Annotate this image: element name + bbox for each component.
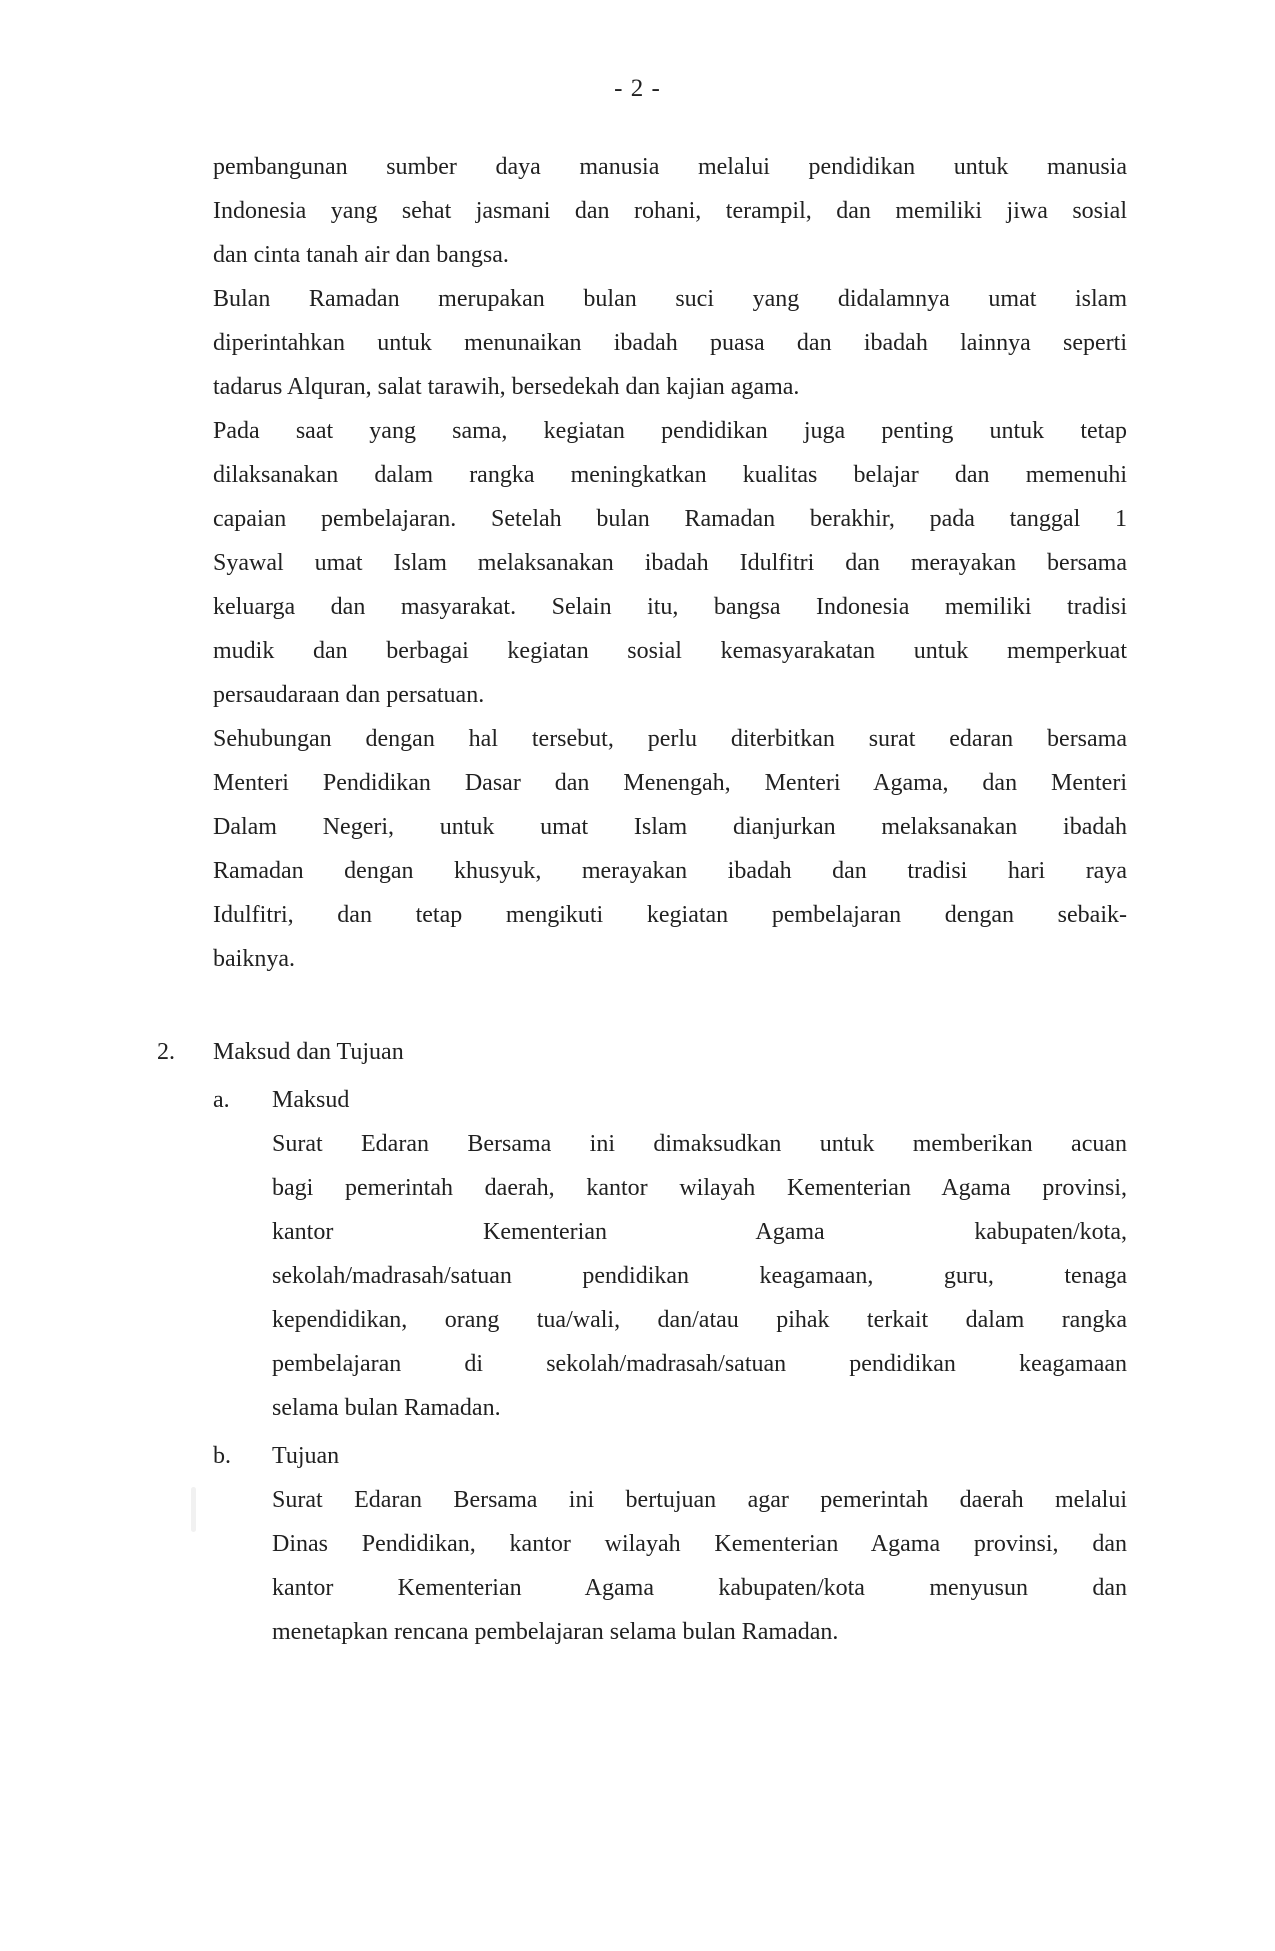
text-line: dilaksanakan dalam rangka meningkatkan kualitas belajar dan memenuhi [213,462,1127,488]
sub-item-title: Maksud [272,1087,350,1113]
section-number: 2. [157,1039,175,1065]
text-line: Surat Edaran Bersama ini dimaksudkan untuk memberikan acuan [272,1131,1127,1157]
sub-item-heading [213,1434,1127,1478]
section-title: Maksud dan Tujuan [213,1039,404,1065]
text-line: kantor Kementerian Agama kabupaten/kota, [272,1219,1127,1245]
paragraph [157,145,1127,277]
sub-item-body [157,1478,1127,1654]
text-line: Dalam Negeri, untuk umat Islam dianjurkan melaksanakan ibadah [213,814,1127,840]
section-heading [157,1030,1127,1074]
text-line: Pada saat yang sama, kegiatan pendidikan juga penting untuk tetap [213,418,1127,444]
text-line: Menteri Pendidikan Dasar dan Menengah, Menteri Agama, dan Menteri [213,770,1127,796]
sub-item-maksud [157,1078,1127,1430]
paragraph [157,409,1127,717]
text-line: keluarga dan masyarakat. Selain itu, bangsa Indonesia memiliki tradisi [213,594,1127,620]
paragraph [157,717,1127,981]
sub-item-heading [213,1078,1127,1122]
text-line: diperintahkan untuk menunaikan ibadah puasa dan ibadah lainnya seperti [213,330,1127,356]
sub-item-letter: b. [213,1443,231,1469]
text-line: menetapkan rencana pembelajaran selama bulan Ramadan. [272,1619,839,1645]
page-number: - 2 - [614,75,661,102]
text-line: Ramadan dengan khusyuk, merayakan ibadah dan tradisi hari raya [213,858,1127,884]
sub-item-title: Tujuan [272,1443,340,1469]
text-line: Syawal umat Islam melaksanakan ibadah Idulfitri dan merayakan bersama [213,550,1127,576]
text-line: Idulfitri, dan tetap mengikuti kegiatan pembelajaran dengan sebaik- [213,902,1127,928]
text-line: Bulan Ramadan merupakan bulan suci yang didalamnya umat islam [213,286,1127,312]
intro-paragraphs [157,145,1127,981]
text-line: selama bulan Ramadan. [272,1395,501,1421]
text-line: baiknya. [213,946,295,972]
section-maksud-dan-tujuan [157,1030,1127,1654]
sub-item-letter: a. [213,1087,230,1113]
text-line: pembangunan sumber daya manusia melalui pendidikan untuk manusia [213,154,1127,180]
text-line: kependidikan, orang tua/wali, dan/atau pihak terkait dalam rangka [272,1307,1127,1333]
text-line: kantor Kementerian Agama kabupaten/kota menyusun dan [272,1575,1127,1601]
scan-artifact [191,1487,196,1532]
section-items [157,1078,1127,1654]
text-line: pembelajaran di sekolah/madrasah/satuan pendidikan keagamaan [272,1351,1127,1377]
sub-item-body [157,1122,1127,1430]
text-line: capaian pembelajaran. Setelah bulan Ramadan berakhir, pada tanggal 1 [213,506,1127,532]
text-line: dan cinta tanah air dan bangsa. [213,242,509,268]
text-line: bagi pemerintah daerah, kantor wilayah Kementerian Agama provinsi, [272,1175,1127,1201]
sub-item-tujuan [157,1434,1127,1654]
text-line: Dinas Pendidikan, kantor wilayah Kementerian Agama provinsi, dan [272,1531,1127,1557]
text-line: Surat Edaran Bersama ini bertujuan agar pemerintah daerah melalui [272,1487,1127,1513]
text-line: Sehubungan dengan hal tersebut, perlu diterbitkan surat edaran bersama [213,726,1127,752]
text-line: tadarus Alquran, salat tarawih, bersedekah dan kajian agama. [213,374,800,400]
text-line: Indonesia yang sehat jasmani dan rohani, terampil, dan memiliki jiwa sosial [213,198,1127,224]
text-line: persaudaraan dan persatuan. [213,682,485,708]
document-body [157,145,1127,1654]
text-line: mudik dan berbagai kegiatan sosial kemasyarakatan untuk memperkuat [213,638,1127,664]
text-line: sekolah/madrasah/satuan pendidikan keagamaan, guru, tenaga [272,1263,1127,1289]
paragraph [157,277,1127,409]
